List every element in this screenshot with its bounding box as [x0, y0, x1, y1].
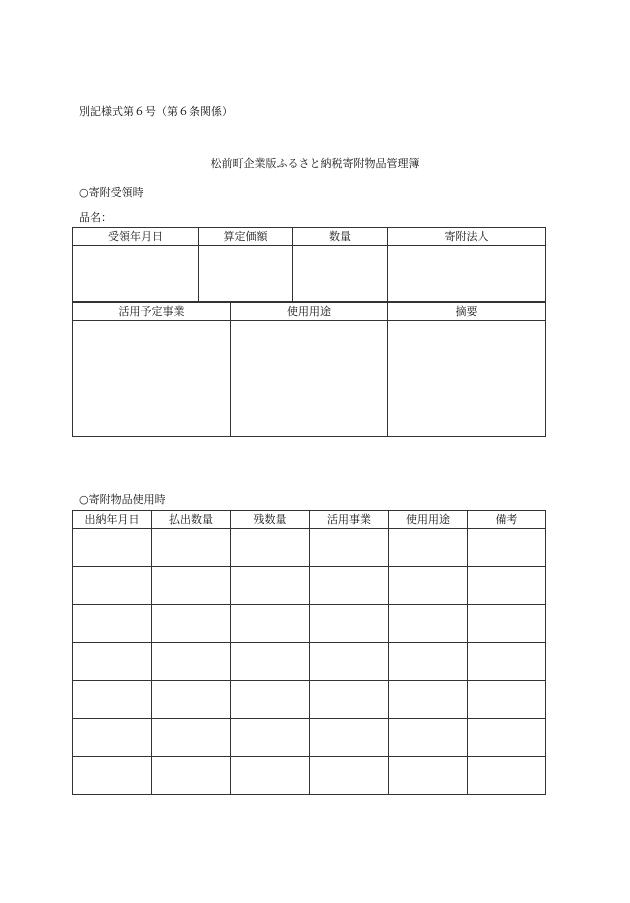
transaction-date-cell[interactable]	[73, 605, 152, 643]
notes-cell[interactable]	[468, 605, 546, 643]
transaction-date-cell[interactable]	[73, 719, 152, 757]
remaining-quantity-cell[interactable]	[231, 567, 310, 605]
header-donor-corporation: 寄附法人	[388, 228, 546, 246]
notes-cell[interactable]	[468, 719, 546, 757]
usage-cell[interactable]	[389, 757, 468, 795]
header-quantity: 数量	[293, 228, 388, 246]
transaction-date-cell[interactable]	[73, 757, 152, 795]
remaining-quantity-cell[interactable]	[231, 719, 310, 757]
form-number: 別記様式第６号（第６条関係）	[79, 105, 233, 118]
table-row	[73, 757, 546, 795]
usage-cell[interactable]	[389, 719, 468, 757]
project-cell[interactable]	[310, 567, 389, 605]
transaction-date-cell[interactable]	[73, 643, 152, 681]
planned-use-table	[72, 302, 546, 437]
project-cell[interactable]	[310, 643, 389, 681]
remaining-quantity-cell[interactable]	[231, 605, 310, 643]
usage-cell[interactable]	[389, 529, 468, 567]
header-remaining-quantity: 残数量	[231, 511, 310, 529]
header-notes: 備考	[468, 511, 546, 529]
remaining-quantity-cell[interactable]	[231, 529, 310, 567]
project-cell[interactable]	[310, 681, 389, 719]
planned-project-cell[interactable]	[73, 321, 231, 437]
issued-quantity-cell[interactable]	[152, 719, 231, 757]
usage-cell[interactable]	[389, 643, 468, 681]
issued-quantity-cell[interactable]	[152, 681, 231, 719]
notes-cell[interactable]	[468, 567, 546, 605]
table-row	[73, 719, 546, 757]
issued-quantity-cell[interactable]	[152, 643, 231, 681]
header-transaction-date: 出納年月日	[73, 511, 152, 529]
quantity-cell[interactable]	[293, 246, 388, 302]
header-planned-project: 活用予定事業	[73, 303, 231, 321]
header-remarks: 摘要	[388, 303, 546, 321]
header-received-date: 受領年月日	[73, 228, 199, 246]
transaction-date-cell[interactable]	[73, 567, 152, 605]
notes-cell[interactable]	[468, 757, 546, 795]
notes-cell[interactable]	[468, 681, 546, 719]
header-assessed-value: 算定価額	[199, 228, 293, 246]
page-title: 松前町企業版ふるさと納税寄附物品管理簿	[210, 157, 420, 170]
header-purpose: 使用用途	[231, 303, 388, 321]
table-row	[73, 567, 546, 605]
transaction-date-cell[interactable]	[73, 529, 152, 567]
issued-quantity-cell[interactable]	[152, 757, 231, 795]
receipt-table	[72, 227, 546, 302]
item-name-label: 品名：	[79, 211, 112, 224]
receipt-section-heading: ○寄附受領時	[79, 186, 144, 199]
usage-table	[72, 510, 546, 795]
issued-quantity-cell[interactable]	[152, 567, 231, 605]
usage-section-heading: ○寄附物品使用時	[79, 493, 166, 506]
remaining-quantity-cell[interactable]	[231, 681, 310, 719]
remaining-quantity-cell[interactable]	[231, 643, 310, 681]
donor-corporation-cell[interactable]	[388, 246, 546, 302]
usage-cell[interactable]	[389, 605, 468, 643]
table-row	[73, 605, 546, 643]
received-date-cell[interactable]	[73, 246, 199, 302]
issued-quantity-cell[interactable]	[152, 529, 231, 567]
remarks-cell[interactable]	[388, 321, 546, 437]
project-cell[interactable]	[310, 757, 389, 795]
notes-cell[interactable]	[468, 643, 546, 681]
project-cell[interactable]	[310, 719, 389, 757]
table-row	[73, 681, 546, 719]
notes-cell[interactable]	[468, 529, 546, 567]
usage-cell[interactable]	[389, 567, 468, 605]
assessed-value-cell[interactable]	[199, 246, 293, 302]
header-issued-quantity: 払出数量	[152, 511, 231, 529]
issued-quantity-cell[interactable]	[152, 605, 231, 643]
usage-cell[interactable]	[389, 681, 468, 719]
remaining-quantity-cell[interactable]	[231, 757, 310, 795]
transaction-date-cell[interactable]	[73, 681, 152, 719]
project-cell[interactable]	[310, 605, 389, 643]
header-usage: 使用用途	[389, 511, 468, 529]
table-row	[73, 529, 546, 567]
table-row	[73, 643, 546, 681]
header-project: 活用事業	[310, 511, 389, 529]
purpose-cell[interactable]	[231, 321, 388, 437]
project-cell[interactable]	[310, 529, 389, 567]
